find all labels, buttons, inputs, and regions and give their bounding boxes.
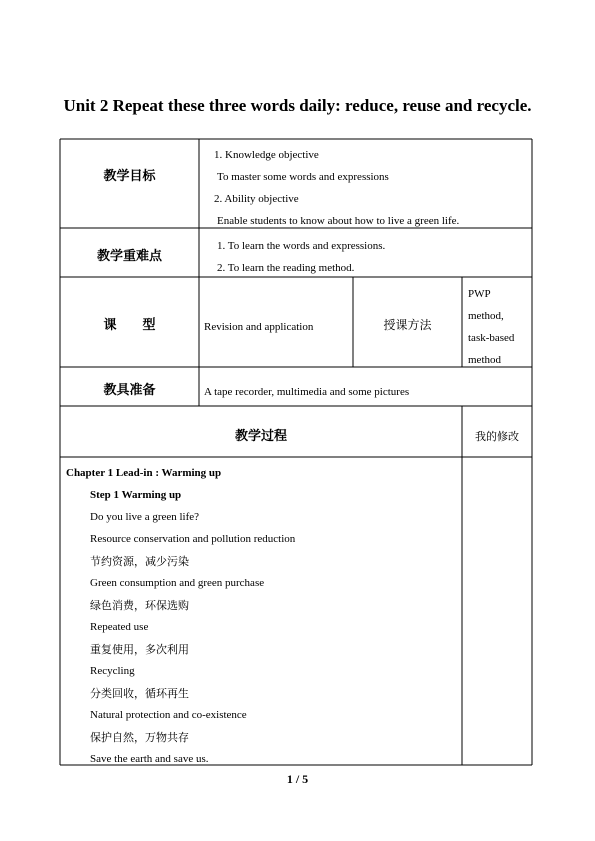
content-line: Natural protection and co-existence	[90, 709, 247, 721]
content-line: Repeated use	[90, 621, 149, 633]
process-label: 教学过程	[234, 429, 287, 444]
revision-label: 我的修改	[475, 430, 519, 443]
objectives-line: 2. Ability objective	[214, 193, 299, 205]
key-points-line: 2. To learn the reading method.	[217, 262, 355, 274]
chapter-heading: Chapter 1 Lead-in : Warming up	[66, 467, 222, 479]
content-line: 分类回收，循环再生	[90, 687, 189, 700]
method-line: method	[468, 354, 501, 366]
content-line: 绿色消费，环保选购	[90, 599, 189, 612]
content-line: Green consumption and green purchase	[90, 577, 265, 589]
method-line: task-based	[468, 332, 515, 344]
content-line: 保护自然，万物共存	[90, 731, 189, 744]
content-line: Save the earth and save us.	[90, 753, 209, 765]
key-points-line: 1. To learn the words and expressions.	[217, 240, 386, 252]
objectives-line: To master some words and expressions	[217, 171, 389, 183]
lesson-type-label: 课 型	[103, 318, 156, 333]
content-line: 重复使用，多次利用	[90, 643, 189, 656]
step-heading: Step 1 Warming up	[90, 489, 182, 501]
method-line: method,	[468, 310, 504, 322]
aids-label: 教具准备	[103, 383, 156, 398]
lesson-type-value: Revision and application	[204, 321, 314, 333]
content-line: Resource conservation and pollution reduction	[90, 533, 296, 545]
method-label: 授课方法	[383, 318, 432, 332]
aids-value: A tape recorder, multimedia and some pictures	[204, 386, 410, 398]
content-line: Do you live a green life?	[90, 511, 200, 523]
content-line: Recycling	[90, 665, 135, 677]
key-points-label: 教学重难点	[96, 249, 162, 264]
page-title: Unit 2 Repeat these three words daily: reduce, reuse and recycle.	[63, 96, 532, 115]
method-line: PWP	[468, 288, 491, 300]
page-number: 1 / 5	[286, 772, 309, 786]
content-line: 节约资源，减少污染	[90, 555, 189, 568]
objectives-label: 教学目标	[103, 169, 156, 184]
objectives-line: 1. Knowledge objective	[214, 149, 319, 161]
objectives-line: Enable students to know about how to live a green life.	[217, 215, 460, 227]
